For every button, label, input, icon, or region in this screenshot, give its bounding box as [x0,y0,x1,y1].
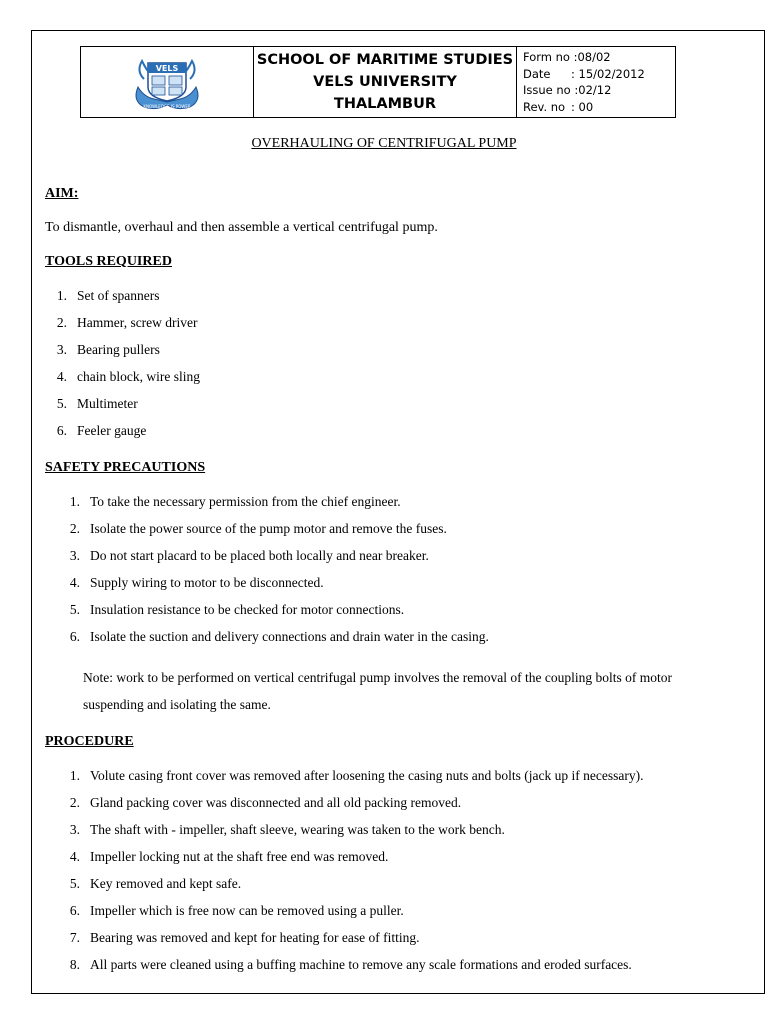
issue-value: 02/12 [578,83,612,97]
document-title: OVERHAULING OF CENTRIFUGAL PUMP [251,136,517,151]
list-item: 1. To take the necessary permission from the chief engineer. [69,494,401,509]
list-item: 2. Isolate the power source of the pump motor and remove the fuses. [69,521,447,536]
list-item: 3. Do not start placard to be placed both locally and near breaker. [69,548,429,563]
issue-row [523,82,669,99]
issue-label: Issue no : [523,83,579,97]
form-no-label: Form no : [523,50,578,64]
form-info [517,47,675,117]
list-item: 7. Bearing was removed and kept for heating for ease of fitting. [69,930,420,945]
institution-title [254,47,517,117]
list-item: 6. Impeller which is free now can be removed using a puller. [69,903,404,918]
list-item: 4. Impeller locking nut at the shaft free end was removed. [69,849,389,864]
logo-text: VELS [155,64,179,73]
list-item: 5. Key removed and kept safe. [69,876,242,891]
procedure-heading: PROCEDURE [45,734,134,749]
safety-note: Note: work to be performed on vertical centrifugal pump involves the removal of the coupling bolts of motor suspending and isolating the same. [83,670,672,712]
aim-text: To dismantle, overhaul and then assemble a vertical centrifugal pump. [45,220,438,235]
list-item: 2. Gland packing cover was disconnected and all old packing removed. [69,795,462,810]
logo-cell [81,47,254,117]
list-item: 5. Multimeter [56,396,138,411]
tools-heading: TOOLS REQUIRED [45,254,172,269]
vels-logo [130,49,204,115]
place-name: THALAMBUR [333,96,437,112]
university-name: VELS UNIVERSITY [313,74,457,90]
rev-row [523,99,669,116]
tools-list [45,286,200,448]
document-header [80,46,676,118]
safety-heading: SAFETY PRECAUTIONS [45,460,206,475]
list-item: 3. Bearing pullers [56,342,160,357]
list-item: 6. Feeler gauge [56,423,147,438]
list-item: 1. Volute casing front cover was removed after loosening the casing nuts and bolts (jack up if necessary). [69,768,644,783]
list-item: 5. Insulation resistance to be checked for motor connections. [69,602,405,617]
list-item: 3. The shaft with - impeller, shaft sleeve, wearing was taken to the work bench. [69,822,505,837]
safety-list [58,492,489,654]
list-item: 8. All parts were cleaned using a buffing machine to remove any scale formations and eroded surfaces. [69,957,632,972]
procedure-list [58,766,643,982]
form-no-value: 08/02 [577,50,611,64]
list-item: 2. Hammer, screw driver [56,315,198,330]
date-value: : 15/02/2012 [571,66,645,81]
rev-value: : 00 [571,99,594,114]
date-row [523,66,669,83]
form-no-row [523,49,669,66]
list-item: 6. Isolate the suction and delivery connections and drain water in the casing. [69,629,489,644]
logo-motto: KNOWLEDGE IS POWER [143,104,191,109]
date-label: Date [523,66,551,81]
list-item: 1. Set of spanners [56,288,160,303]
list-item: 4. chain block, wire sling [56,369,200,384]
school-name: SCHOOL OF MARITIME STUDIES [256,52,514,68]
aim-heading: AIM: [45,186,79,201]
list-item: 4. Supply wiring to motor to be disconnected. [69,575,324,590]
rev-label: Rev. no [523,99,566,114]
